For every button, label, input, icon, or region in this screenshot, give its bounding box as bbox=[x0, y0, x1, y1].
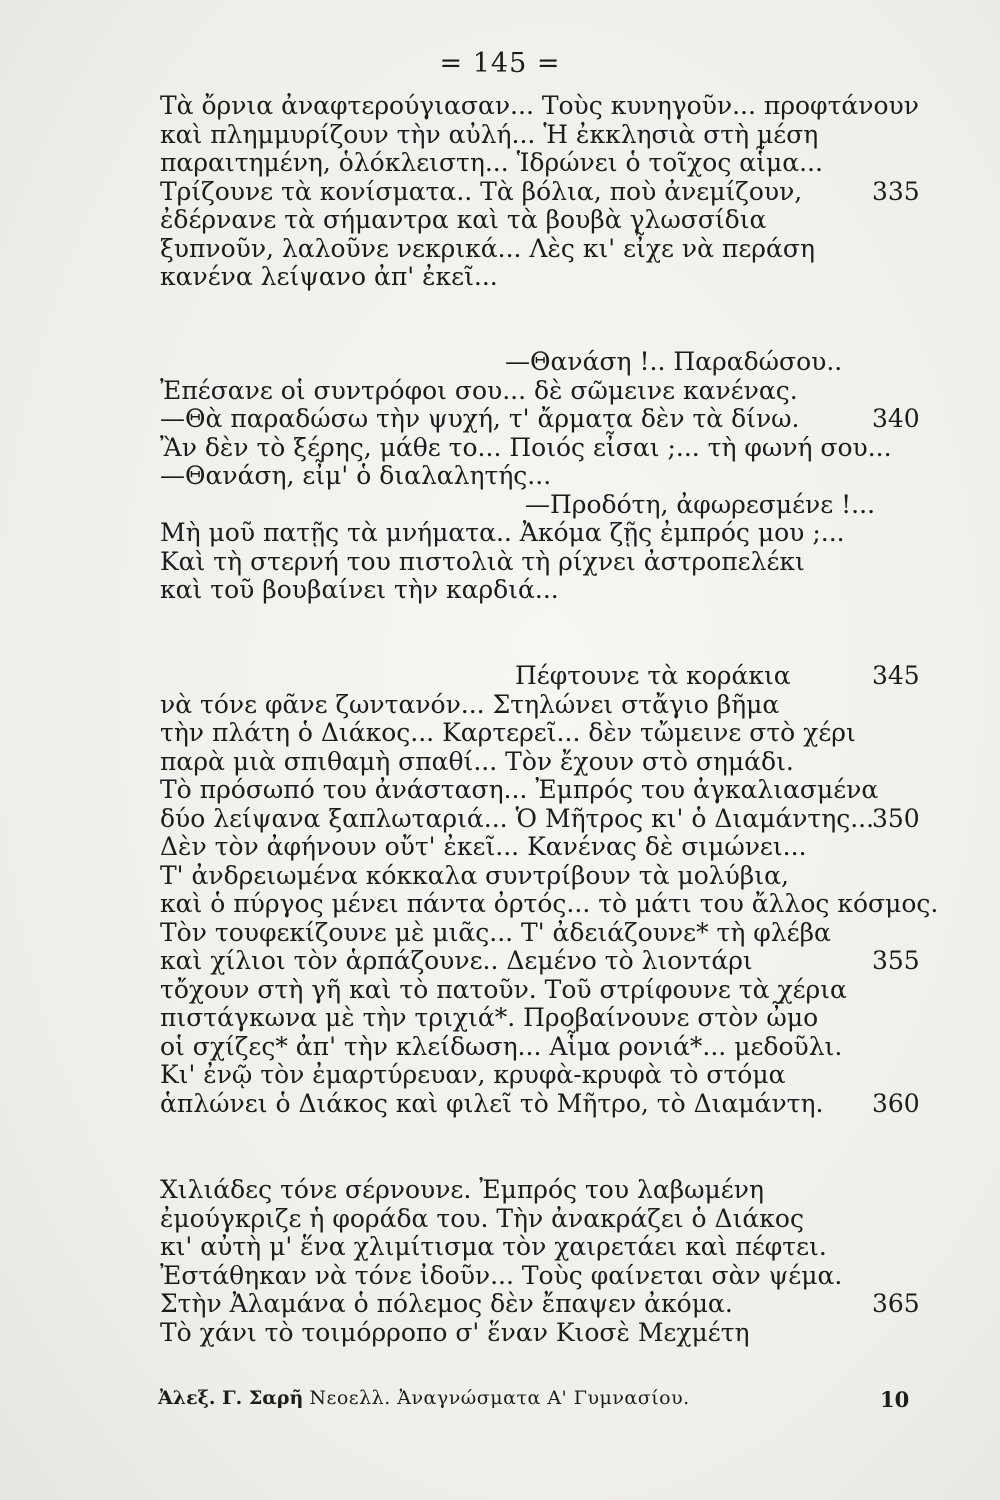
verse-text: παρὰ μιὰ σπιθαμὴ σπαθί... Τὸν ἔχουν στὸ σημάδι. bbox=[160, 746, 794, 776]
stanza-3 bbox=[160, 661, 939, 1118]
verse-line bbox=[160, 1033, 920, 1062]
verse-text: —Προδότη, ἀφωρεσμένε !... bbox=[525, 489, 876, 519]
verse-line bbox=[160, 1004, 920, 1033]
line-number: 340 bbox=[872, 404, 920, 433]
stanza-2 bbox=[160, 348, 920, 605]
verse-text: Στὴν Ἀλαμάνα ὁ πόλεμος δὲν ἔπαψεν ἀκόμα. bbox=[160, 1289, 733, 1318]
verse-text: παραιτημένη, ὁλόκλειστη... Ἱδρώνει ὁ τοῖχος αἷμα... bbox=[160, 148, 823, 177]
verse-line bbox=[160, 405, 920, 434]
line-number: 355 bbox=[872, 946, 920, 975]
verse-line bbox=[160, 776, 920, 805]
stanza-4 bbox=[160, 1176, 920, 1347]
verse-text: καὶ τοῦ βουβαίνει τὴν καρδιά... bbox=[160, 575, 559, 604]
verse-line bbox=[160, 719, 920, 748]
verse-line bbox=[160, 662, 920, 691]
verse-text: Ἂν δὲν τὸ ξέρης, μάθε το... Ποιός εἶσαι ;... τὴ φωνή σου... bbox=[160, 432, 892, 462]
verse-line bbox=[160, 1205, 920, 1234]
verse-line bbox=[160, 377, 920, 406]
verse-text: δύο λείψανα ξαπλωταριά... Ὁ Μῆτρος κι' ὁ Διαμάντης... bbox=[160, 803, 875, 833]
verse-line bbox=[160, 1090, 920, 1119]
verse-text: ἐμούγκριζε ἡ φοράδα του. Τὴν ἀνακράζει ὁ Διάκος bbox=[160, 1203, 804, 1233]
verse-line bbox=[160, 805, 920, 834]
verse-line bbox=[160, 862, 920, 891]
verse-text: ἐδέρνανε τὰ σήμαντρα καὶ τὰ βουβὰ γλωσσίδια bbox=[160, 205, 767, 234]
verse-line bbox=[160, 889, 939, 919]
verse-line bbox=[160, 263, 920, 292]
verse-line bbox=[160, 519, 920, 548]
verse-text: Τὸ χάνι τὸ τοιμόρροπο σ' ἕναν Κιοσὲ Μεχμέτη bbox=[160, 1317, 750, 1347]
verse-text: Τὸ πρόσωπό του ἀνάσταση... Ἐμπρός του ἀγκαλιασμένα bbox=[160, 775, 879, 804]
line-number: 365 bbox=[872, 1289, 920, 1318]
verse-line bbox=[160, 576, 920, 605]
verse-text: Τὰ ὄρνια ἀναφτερούγιασαν... Τοὺς κυνηγοῦν... προφτάνουν bbox=[160, 91, 919, 120]
verse-line bbox=[160, 548, 920, 577]
verse-text: —Θανάση !.. Παραδώσου.. bbox=[505, 347, 843, 376]
verse-line bbox=[160, 748, 920, 777]
verse-text: τὄχουν στὴ γῆ καὶ τὸ πατοῦν. Τοῦ στρίφουνε τὰ χέρια bbox=[160, 974, 847, 1004]
verse-line bbox=[160, 1290, 920, 1319]
verse-text: πιστάγκωνα μὲ τὴν τριχιά*. Προβαίνουνε στὸν ὦμο bbox=[160, 1003, 819, 1032]
verse-line bbox=[160, 976, 920, 1005]
verse-line bbox=[160, 691, 920, 720]
verse-text: Ἐστάθηκαν νὰ τόνε ἰδοῦν... Τοὺς φαίνεται σὰν ψέμα. bbox=[160, 1260, 843, 1290]
verse-text: Μὴ μοῦ πατῇς τὰ μνήματα.. Ἀκόμα ζῇς ἐμπρός μου ;... bbox=[160, 518, 845, 547]
verse-text: —Θὰ παραδώσω τὴν ψυχή, τ' ἄρματα δὲν τὰ δίνω. bbox=[160, 404, 800, 433]
footer-author: Ἀλεξ. Γ. Σαρῆ bbox=[158, 1387, 304, 1409]
verse-text: Ἐπέσανε οἱ συντρόφοι σου... δὲ σῶμεινε κανένας. bbox=[160, 375, 798, 405]
verse-line bbox=[160, 1262, 920, 1291]
verse-line bbox=[160, 1061, 920, 1090]
verse-text: κι' αὐτὴ μ' ἕνα χλιμίτισμα τὸν χαιρετάει καὶ πέφτει. bbox=[160, 1232, 827, 1261]
signature-mark: 10 bbox=[880, 1387, 910, 1412]
verse-line bbox=[160, 348, 920, 377]
verse-line bbox=[160, 235, 920, 264]
verse-text: νὰ τόνε φᾶνε ζωντανόν... Στηλώνει στἄγιο βῆμα bbox=[160, 689, 780, 719]
line-number: 345 bbox=[872, 661, 920, 690]
verse-line bbox=[160, 833, 920, 862]
verse-line bbox=[160, 206, 920, 235]
verse-text: ἁπλώνει ὁ Διάκος καὶ φιλεῖ τὸ Μῆτρο, τὸ Διαμάντη. bbox=[160, 1088, 824, 1118]
verse-line bbox=[160, 92, 920, 121]
verse-line bbox=[160, 178, 920, 207]
verse-line bbox=[160, 149, 920, 178]
verse-text: Καὶ τὴ στερνή του πιστολιὰ τὴ ρίχνει ἀστροπελέκι bbox=[160, 546, 805, 576]
verse-text: οἱ σχίζες* ἀπ' τὴν κλείδωση... Αἷμα ρονιά*... μεδοῦλι. bbox=[160, 1031, 843, 1061]
verse-text: Δὲν τὸν ἀφήνουν οὔτ' ἐκεῖ... Κανένας δὲ σιμώνει... bbox=[160, 832, 807, 861]
verse-text: ξυπνοῦν, λαλοῦνε νεκρικά... Λὲς κι' εἶχε νὰ περάση bbox=[160, 233, 815, 263]
footer-source: Νεοελλ. Ἀναγνώσματα Α' Γυμνασίου. bbox=[309, 1387, 690, 1409]
verse-line bbox=[160, 919, 920, 948]
verse-text: Κι' ἐνῷ τὸν ἐμαρτύρευαν, κρυφὰ-κρυφὰ τὸ στόμα bbox=[160, 1060, 786, 1089]
line-number: 350 bbox=[872, 803, 920, 833]
verse-line bbox=[160, 491, 920, 520]
verse-text: Χιλιάδες τόνε σέρνουνε. Ἐμπρός του λαβωμένη bbox=[160, 1175, 764, 1204]
stanza-1 bbox=[160, 92, 920, 292]
verse-text: Τὸν τουφεκίζουνε μὲ μιᾶς... Τ' ἀδειάζουνε* τὴ φλέβα bbox=[160, 917, 831, 947]
verse-text: Πέφτουνε τὰ κοράκια bbox=[515, 661, 791, 690]
page-number-header: = 145 = bbox=[439, 48, 561, 79]
verse-text: κανένα λείψανο ἀπ' ἐκεῖ... bbox=[160, 262, 498, 291]
verse-line bbox=[160, 1319, 920, 1348]
verse-text: καὶ ὁ πύργος μένει πάντα ὀρτός... τὸ μάτι του ἄλλος κόσμος. bbox=[160, 889, 939, 918]
verse-text: Τρίζουνε τὰ κονίσματα.. Τὰ βόλια, ποὺ ἀνεμίζουν, bbox=[160, 176, 803, 206]
verse-line bbox=[160, 434, 920, 463]
line-number: 335 bbox=[872, 176, 920, 206]
verse-line bbox=[160, 1176, 920, 1205]
verse-line bbox=[160, 462, 920, 491]
page-footer bbox=[158, 1386, 918, 1410]
verse-text: Τ' ἀνδρειωμένα κόκκαλα συντρίβουν τὰ μολύβια, bbox=[160, 860, 789, 890]
verse-text: —Θανάση, εἶμ' ὁ διαλαλητής... bbox=[160, 461, 552, 490]
verse-line bbox=[160, 947, 920, 976]
verse-text: καὶ πλημμυρίζουν τὴν αὐλή... Ἡ ἐκκλησιὰ στὴ μέση bbox=[160, 119, 819, 149]
verse-text: καὶ χίλιοι τὸν ἁρπάζουνε.. Δεμένο τὸ λιοντάρι bbox=[160, 946, 753, 975]
line-number: 360 bbox=[872, 1088, 920, 1118]
verse-line bbox=[160, 121, 920, 150]
verse-line bbox=[160, 1233, 920, 1262]
verse-text: τὴν πλάτη ὁ Διάκος... Καρτερεῖ... δὲν τὤμεινε στὸ χέρι bbox=[160, 718, 856, 747]
